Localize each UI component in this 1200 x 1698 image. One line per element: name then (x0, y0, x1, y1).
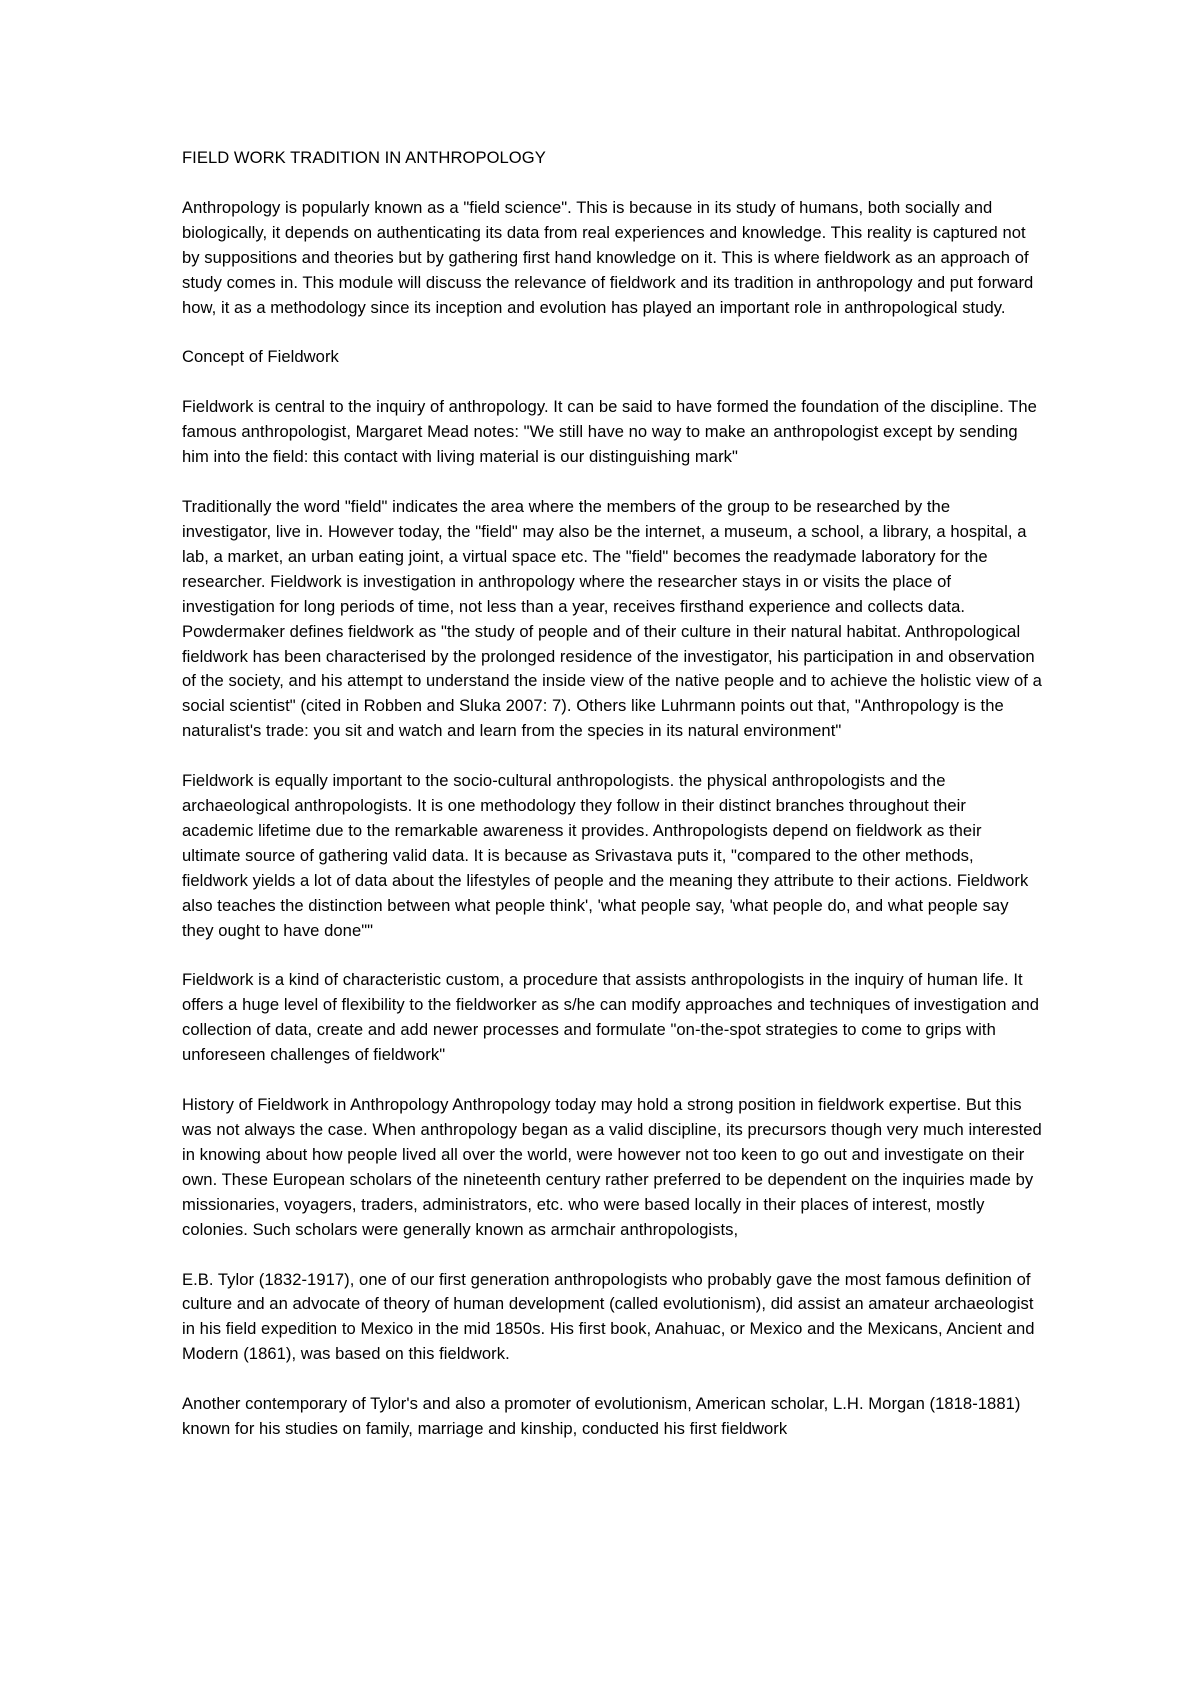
paragraph-morgan: Another contemporary of Tylor's and also a promoter of evolutionism, American scholar, L.H. Morgan (1818-1881) known for his studies on family, marriage and kinship, conducted his first fieldwork (182, 1394, 1021, 1439)
paragraph-importance: Fieldwork is equally important to the socio-cultural anthropologists. the physical anthropologists and the archaeological anthropologists. It is one methodology they follow in their distinct branches throughout their academic lifetime due to the remarkable awareness it provides. Anthropologists depend on fieldwork as their ultimate source of gathering valid data. It is because as Srivastava puts it, "compared to the other methods, fieldwork yields a lot of data about the lifestyles of people and the meaning they attribute to their actions. Fieldwork also teaches the distinction between what people think', 'what people say, 'what people do, and what people say they ought to have done"" (182, 771, 1029, 940)
document-body (182, 146, 1042, 1442)
paragraph-tylor: E.B. Tylor (1832-1917), one of our first generation anthropologists who probably gave the most famous definition of culture and an advocate of theory of human development (called evolutionism), did assist an amateur archaeologist in his field expedition to Mexico in the mid 1850s. His first book, Anahuac, or Mexico and the Mexicans, Ancient and Modern (1861), was based on this fieldwork. (182, 1269, 1035, 1364)
paragraph-intro: Anthropology is popularly known as a "field science". This is because in its study of humans, both socially and biologically, it depends on authenticating its data from real experiences and knowledge. This reality is captured not by suppositions and theories but by gathering first hand knowledge on it. This is where fieldwork as an approach of study comes in. This module will discuss the relevance of fieldwork and its tradition in anthropology and put forward how, it as a methodology since its inception and evolution has played an important role in anthropological study. (182, 197, 1034, 317)
paragraph-field-definition: Traditionally the word "field" indicates the area where the members of the group to be researched by the investigator, live in. However today, the "field" may also be the internet, a museum, a school, a library, a hospital, a lab, a market, an urban eating joint, a virtual space etc. The "field" becomes the readymade laboratory for the researcher. Fieldwork is investigation in anthropology where the researcher stays in or visits the place of investigation for long periods of time, not less than a year, receives firsthand experience and collects data. Powdermaker defines fieldwork as "the study of people and of their culture in their natural habitat. Anthropological fieldwork has been characterised by the prolonged residence of the investigator, his participation in and observation of the society, and his attempt to understand the inside view of the native people and to achieve the holistic view of a social scientist" (cited in Robben and Sluka 2007: 7). Others like Luhrmann points out that, "Anthropology is the naturalist's trade: you sit and watch and learn from the species in its natural environment" (182, 497, 1042, 741)
document-title: FIELD WORK TRADITION IN ANTHROPOLOGY (182, 148, 546, 167)
paragraph-history: History of Fieldwork in Anthropology Anthropology today may hold a strong position in fieldwork expertise. But this was not always the case. When anthropology began as a valid discipline, its precursors though very much interested in knowing about how people lived all over the world, were however not too keen to go out and investigate on their own. These European scholars of the nineteenth century rather preferred to be dependent on the inquiries made by missionaries, voyagers, traders, administrators, etc. who were based locally in their places of interest, mostly colonies. Such scholars were generally known as armchair anthropologists, (182, 1095, 1042, 1239)
paragraph-central-inquiry: Fieldwork is central to the inquiry of anthropology. It can be said to have formed the foundation of the discipline. The famous anthropologist, Margaret Mead notes: "We still have no way to make an anthropologist except by sending him into the field: this contact with living material is our distinguishing mark" (182, 397, 1037, 467)
section-heading-concept: Concept of Fieldwork (182, 347, 339, 367)
paragraph-custom: Fieldwork is a kind of characteristic custom, a procedure that assists anthropologists in the inquiry of human life. It offers a huge level of flexibility to the fieldworker as s/he can modify approaches and techniques of investigation and collection of data, create and add newer processes and formulate "on-the-spot strategies to come to grips with unforeseen challenges of fieldwork" (182, 970, 1040, 1065)
